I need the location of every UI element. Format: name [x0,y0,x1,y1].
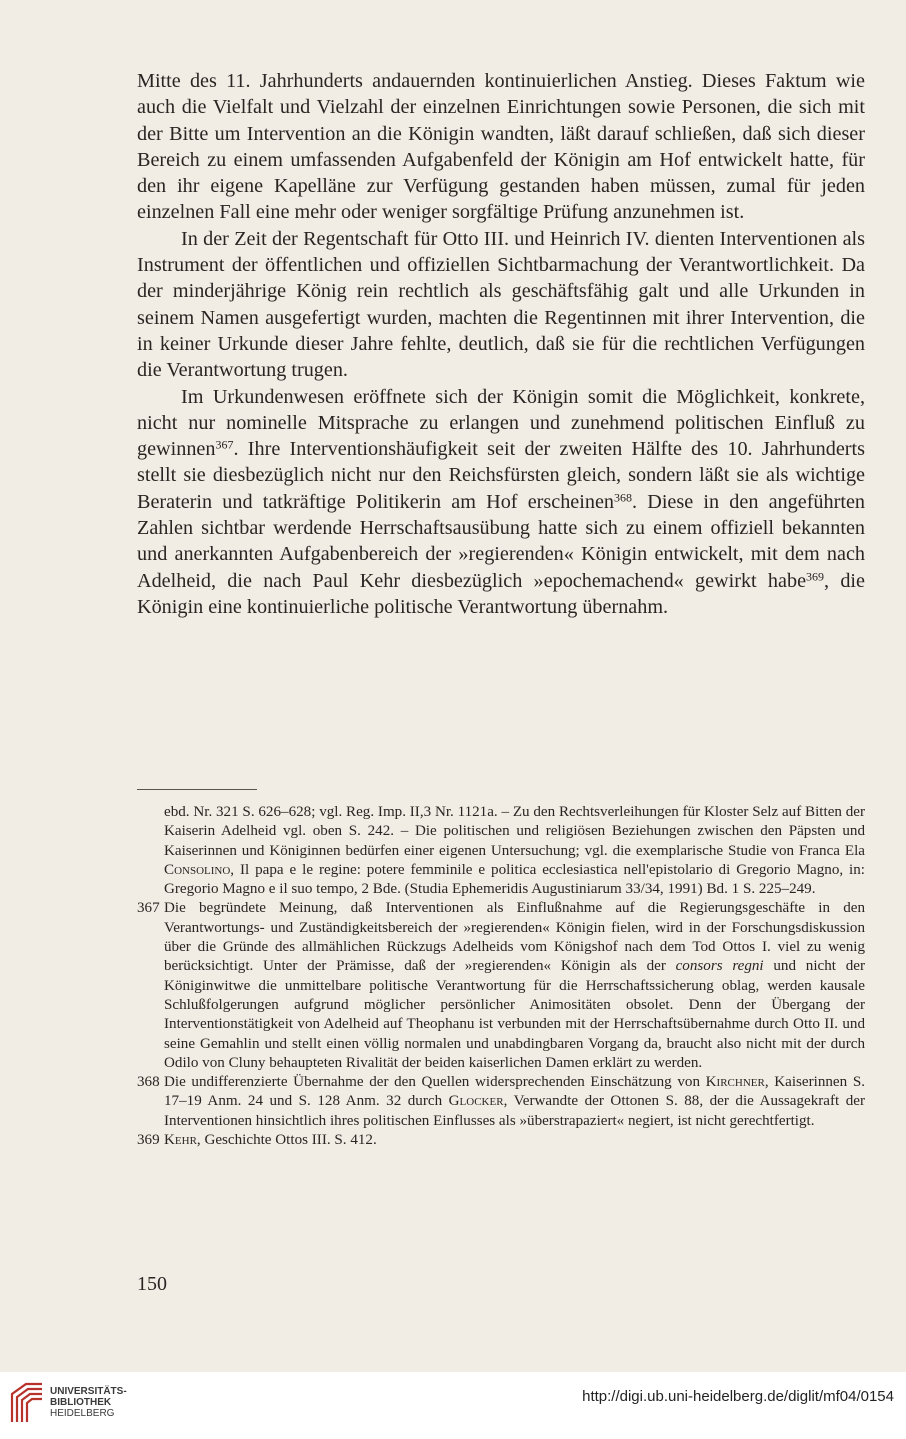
logo-strokes [12,1384,42,1422]
footnote-number: 369 [137,1132,160,1149]
page-number: 150 [137,1273,167,1295]
paragraph-1: Mitte des 11. Jahrhunderts andauernden kontinuierlichen Anstieg. Dieses Faktum wie auch die Vielfalt und Vielzahl der einzelnen Einrichtungen sowie Personen, die sich mit der Bitte um Intervention an die Königin wandten, läßt darauf schließen, daß sich dieser Bereich zu einem umfassenden Aufgabenfeld der Königin am Hof entwickelt hatte, für den ihr eigene Kapelläne zur Verfügung gestanden haben müssen, zumal für jeden einzelnen Fall eine mehr oder weniger sorgfältige Prüfung anzunehmen ist. [137,70,865,224]
footnote-368: 368 Die undifferenzierte Übernahme der den Quellen widersprechenden Einschätzung von Kirchner, Kaiserinnen S. 17–19 Anm. 24 und S. 128 Anm. 32 durch Glocker, Verwandte der Ottonen S. 88, der die Aussagekraft der Interventionen hinsichtlich ihres politischen Einflusses als »überstrapaziert« negiert, ist nicht gerechtfertigt. [137,1074,865,1129]
footnote-367: 367 Die begründete Meinung, daß Interventionen als Einflußnahme auf die Regierungsgeschäfte in den Verantwortungs- und Zuständigkeitsbereich der »regierenden« Königin fielen, wird in der Forschungsdiskussion über die Gründe des allmählichen Rückzugs Adelheids vom Königshof nach dem Tod Ottos I. viel zu wenig berücksichtigt. Unter der Prämisse, daß der »regierenden« Königin als der consors regni und nicht der Königinwitwe die unmittelbare politische Verantwortung für die Herrschaftssicherung oblag, werden kausale Schlußfolgerungen aufgrund möglicher persönlicher Animositäten obsolet. Denn der Übergang der Interventionstätigkeit von Adelheid auf Theophanu ist verbunden mit der Herrschaftsübernahme durch Otto II. und seine Gemahlin und stellt einen völlig normalen und unabdingbaren Vorgang da, braucht also nicht mit der durch Odilo von Cluny behaupteten Rivalität der beiden kaiserlichen Damen erklärt zu werden. [137,900,865,1071]
source-url[interactable]: http://digi.ub.uni-heidelberg.de/diglit/mf04/0154 [582,1388,894,1405]
footnote-number: 367 [137,900,160,917]
library-name: UNIVERSITÄTS- BIBLIOTHEK HEIDELBERG [50,1386,127,1419]
main-text [137,68,865,620]
footnote-continuation: ebd. Nr. 321 S. 626–628; vgl. Reg. Imp. II,3 Nr. 1121a. – Zu den Rechtsverleihungen für Kloster Selz auf Bitten der Kaiserin Adelheid vgl. oben S. 242. – Die politischen und religiösen Beziehungen zwischen den Päpsten und Kaiserinnen und Königinnen bedürfen einer eigenen Untersuchung; vgl. die exemplarische Studie von Franca Ela Consolino, Il papa e le regine: potere femminile e politica ecclesiastica nell'epistolario di Gregorio Magno, in: Gregorio Magno e il suo tempo, 2 Bde. (Studia Ephemeridis Augustiniarum 33/34, 1991) Bd. 1 S. 225–249. [164,804,865,898]
footnote-369: 369 Kehr, Geschichte Ottos III. S. 412. [137,1131,865,1150]
footnote-divider [137,789,257,790]
library-logo-icon [8,1380,44,1424]
footnotes [137,803,865,1150]
footnote-ref-367: 367 [215,437,234,452]
paragraph-2: In der Zeit der Regentschaft für Otto III. und Heinrich IV. dienten Interventionen als Instrument der öffentlichen und offiziellen Sichtbarmachung der Verantwortlichkeit. Da der minderjährige König rein rechtlich als geschäftsfähig galt und alle Urkunden in seinem Namen ausgefertigt wurden, machten die Regentinnen mit ihrer Intervention, die in keiner Urkunde dieser Jahre fehlte, deutlich, daß sie für die rechtlichen Verfügungen die Verantwortung trugen. [137,227,865,382]
footnote-ref-369: 369 [806,569,825,584]
library-footer [0,1372,906,1439]
footnote-number: 368 [137,1074,160,1091]
footnote-ref-368: 368 [614,490,633,505]
paragraph-3: Im Urkundenwesen eröffnete sich der Königin somit die Möglichkeit, konkrete, nicht nur nominelle Mitsprache zu erlangen und zunehmend politischen Einfluß zu gewinnen$^{367}$. Ihre Interventionshäufigkeit seit der zweiten Hälfte des 10. Jahrhunderts stellt sie diesbezüglich nicht nur den Reichsfürsten gleich, sondern läßt sie als wichtige Beraterin und tatkräftige Politikerin am Hof erscheinen$^{368}$. Diese in den angeführten Zahlen sichtbar werdende Herrschaftsausübung hatte sich zu einem offiziell bekannten und anerkannten Aufgabenbereich der »regierenden« Königin entwickelt, mit dem nach Adelheid, die nach Paul Kehr diesbezüglich »epochemachend« gewirkt habe$^{369}$, die Königin eine kontinuierliche politische Verantwortung übernahm. [137,385,865,618]
